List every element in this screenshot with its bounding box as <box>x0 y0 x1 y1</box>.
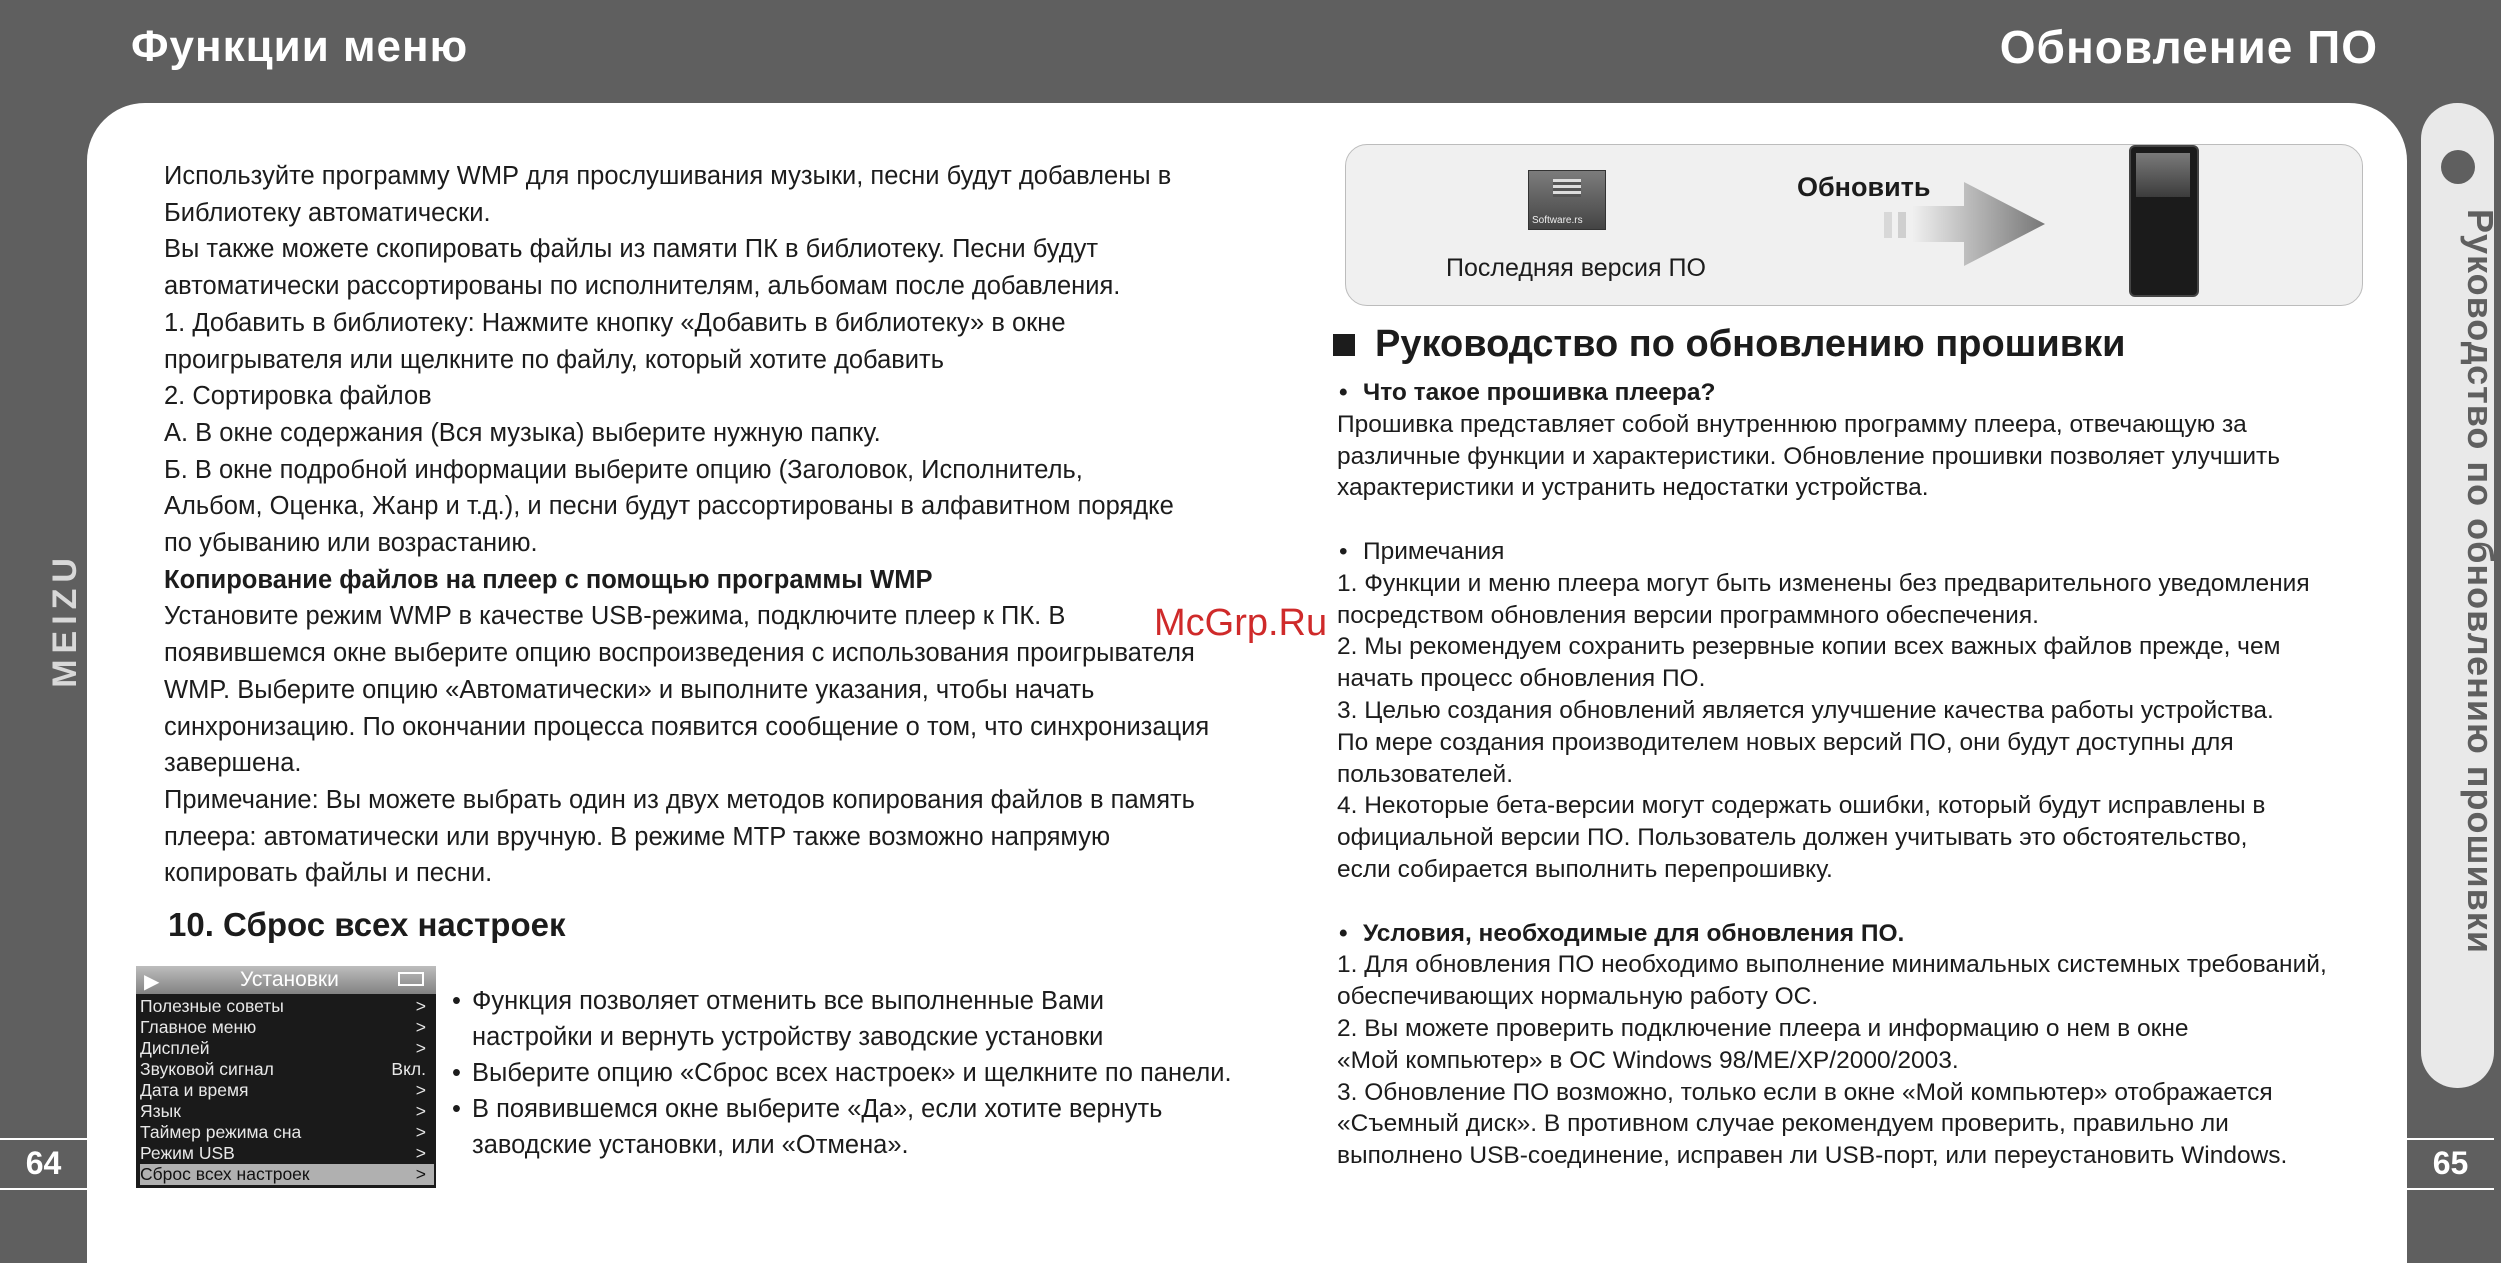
right-body-text <box>1337 377 2397 1172</box>
side-tab-dot <box>2441 150 2475 184</box>
wmp-library-paragraphs <box>164 158 1254 562</box>
body-line: Установите режим WMP в качестве USB-режима, подключите плеер к ПК. В <box>164 602 1066 631</box>
firmware-guide-title: Руководство по обновлению прошивки <box>1375 323 2126 365</box>
firmware-question: • Что такое прошивка плеера? <box>1337 377 2397 409</box>
menu-item <box>140 1080 434 1101</box>
menu-item <box>140 996 434 1017</box>
left-header-title: Функции меню <box>131 22 469 71</box>
body-line: 1. Добавить в библиотеку: Нажмите кнопку «Добавить в библиотеку» в окне <box>164 308 1066 337</box>
menu-item-value: > <box>415 1143 426 1163</box>
note-line: 4. Некоторые бета-версии могут содержать ошибки, который будут исправлены в <box>1337 792 2266 820</box>
body-line: Библиотеку автоматически. <box>164 198 491 227</box>
menu-item-value: > <box>415 1122 426 1142</box>
menu-item-value: Вкл. <box>391 1059 426 1079</box>
condition-line: выполнено USB-соединение, исправен ли USB-порт, или переустановить Windows. <box>1337 1142 2288 1170</box>
watermark: McGrp.Ru <box>1154 602 1328 644</box>
menu-item <box>140 1164 434 1185</box>
body-line: появившемся окне выберите опцию воспроизведения с использования проигрывателя <box>164 639 1195 668</box>
condition-line: 2. Вы можете проверить подключение плеера и информацию о нем в окне <box>1337 1014 2189 1042</box>
menu-item-value: > <box>415 1101 426 1121</box>
body-line: А. В окне содержания (Вся музыка) выберите нужную папку. <box>164 418 881 447</box>
conditions-list <box>1337 949 2397 1172</box>
conditions-title: • Условия, необходимые для обновления ПО. <box>1337 918 2397 950</box>
page-number-left: 64 <box>25 1145 62 1181</box>
menu-item <box>140 1059 434 1080</box>
body-line: Альбом, Оценка, Жанр и т.д.), и песни будут рассортированы в алфавитном порядке <box>164 492 1174 521</box>
body-line: по убыванию или возрастанию. <box>164 529 538 558</box>
body-line: Вы также можете скопировать файлы из памяти ПК в библиотеку. Песни будут <box>164 235 1098 264</box>
condition-line: «Съемный диск». В противном случае рекомендуем проверить, правильно ли <box>1337 1110 2229 1138</box>
condition-line: 1. Для обновления ПО необходимо выполнение минимальных системных требований, <box>1337 951 2327 979</box>
software-file-label: Software.rs <box>1532 215 1583 226</box>
play-icon: ▶ <box>144 971 160 993</box>
body-line: проигрывателя или щелкните по файлу, который хотите добавить <box>164 345 945 374</box>
reset-bullet <box>452 983 1232 1055</box>
menu-item-label: Режим USB <box>140 1143 235 1163</box>
reset-bullet <box>452 1091 1232 1163</box>
reset-bullet-line: настройки и вернуть устройству заводские установки <box>472 1023 1104 1051</box>
note-line: если собирается выполнить перепрошивку. <box>1337 855 1833 883</box>
reset-bullet-line: • Функция позволяет отменить все выполненные Вами <box>472 987 1105 1015</box>
menu-item-label: Сброс всех настроек <box>140 1164 310 1184</box>
side-tab-label: Руководство по обновлению прошивки <box>2460 209 2501 954</box>
menu-item <box>140 1017 434 1038</box>
note-line: пользователей. <box>1337 760 1513 788</box>
body-line: автоматически рассортированы по исполнителям, альбомам после добавления. <box>164 272 1121 301</box>
mp3-player-image <box>2129 145 2199 297</box>
note-line: начать процесс обновления ПО. <box>1337 665 1706 693</box>
body-line: завершена. <box>164 749 302 778</box>
body-line: WMP. Выберите опцию «Автоматически» и выполните указания, чтобы начать <box>164 675 1095 704</box>
menu-item-label: Дисплей <box>140 1038 210 1058</box>
reset-instructions <box>452 983 1232 1163</box>
menu-item <box>140 1122 434 1143</box>
wmp-copy-heading: Копирование файлов на плеер с помощью программы WMP <box>164 565 933 594</box>
menu-item <box>140 1038 434 1059</box>
menu-item-label: Полезные советы <box>140 996 284 1016</box>
body-line: копировать файлы и песни. <box>164 859 493 888</box>
player-screen <box>2136 153 2190 197</box>
body-line: Примечание: Вы можете выбрать один из двух методов копирования файлов в память <box>164 785 1195 814</box>
update-label: Обновить <box>1797 172 1931 202</box>
note-line: 1. Функции и меню плеера могут быть изменены без предварительного уведомления <box>1337 569 2310 597</box>
page-number-rule <box>2407 1188 2494 1190</box>
menu-item-label: Язык <box>140 1101 181 1121</box>
meizu-logo: MEIZU <box>46 552 84 688</box>
body-line: плеера: автоматически или вручную. В режиме MTP также возможно напрямую <box>164 822 1111 851</box>
body-line: Используйте программу WMP для прослушивания музыки, песни будут добавлены в <box>164 162 1172 190</box>
body-line: Б. В окне подробной информации выберите опцию (Заголовок, Исполнитель, <box>164 455 1083 484</box>
condition-line: «Мой компьютер» в ОС Windows 98/ME/XP/2000/2003. <box>1337 1046 1959 1074</box>
left-body-text <box>164 158 1254 892</box>
wmp-copy-paragraphs <box>164 598 1254 892</box>
menu-item-label: Звуковой сигнал <box>140 1059 274 1079</box>
firmware-definition <box>1337 409 2397 504</box>
menu-header <box>136 966 436 994</box>
menu-item <box>140 1101 434 1122</box>
menu-item-label: Дата и время <box>140 1080 249 1100</box>
condition-line: 3. Обновление ПО возможно, только если в окне «Мой компьютер» отображается <box>1337 1078 2273 1106</box>
note-line: официальной версии ПО. Пользователь должен учитывать это обстоятельство, <box>1337 824 2248 852</box>
reset-bullet <box>452 1055 1232 1091</box>
software-file-icon <box>1553 179 1581 197</box>
menu-item-label: Главное меню <box>140 1017 257 1037</box>
body-line: синхронизацию. По окончании процесса появится сообщение о том, что синхронизация <box>164 712 1210 741</box>
note-line: По мере создания производителем новых версий ПО, они будут доступны для <box>1337 728 2234 756</box>
menu-item-label: Таймер режима сна <box>140 1122 302 1142</box>
menu-title: Установки <box>240 968 339 991</box>
menu-item-value: > <box>415 996 426 1016</box>
body-line: характеристики и устранить недостатки устройства. <box>1337 474 1929 502</box>
menu-item-value: > <box>415 1038 426 1058</box>
battery-icon <box>398 972 424 986</box>
reset-bullet-line: заводские установки, или «Отмена». <box>472 1131 909 1159</box>
software-file-icon <box>1528 170 1606 230</box>
section-square-bullet <box>1333 334 1355 356</box>
note-line: 2. Мы рекомендуем сохранить резервные копии всех важных файлов прежде, чем <box>1337 633 2281 661</box>
menu-item <box>140 1143 434 1164</box>
reset-bullet-line: • Выберите опцию «Сброс всех настроек» и щелкните по панели. <box>472 1059 1232 1087</box>
menu-item-value: > <box>415 1017 426 1037</box>
body-line: 2. Сортировка файлов <box>164 382 432 411</box>
reset-bullet-line: • В появившемся окне выберите «Да», если хотите вернуть <box>472 1095 1163 1123</box>
menu-item-value: > <box>415 1164 426 1184</box>
notes-list <box>1337 568 2397 886</box>
condition-line: обеспечивающих нормальную работу ОС. <box>1337 983 1819 1011</box>
right-header-title: Обновление ПО <box>1999 21 2378 73</box>
latest-version-label: Последняя версия ПО <box>1446 254 1706 282</box>
section-10-title: 10. Сброс всех настроек <box>168 906 566 943</box>
note-line: 3. Целью создания обновлений является улучшение качества работы устройства. <box>1337 696 2274 724</box>
settings-menu-screenshot <box>136 966 436 1188</box>
body-line: Прошивка представляет собой внутреннюю программу плеера, отвечающую за <box>1337 410 2247 438</box>
page-number-rule <box>0 1188 87 1190</box>
note-line: посредством обновления версии программного обеспечения. <box>1337 601 2039 629</box>
body-line: различные функции и характеристики. Обновление прошивки позволяет улучшить <box>1337 442 2281 470</box>
arrow-right-icon <box>1880 178 2050 270</box>
notes-title: • Примечания <box>1337 536 2397 568</box>
page-number-right: 65 <box>2432 1145 2469 1181</box>
menu-item-value: > <box>415 1080 426 1100</box>
